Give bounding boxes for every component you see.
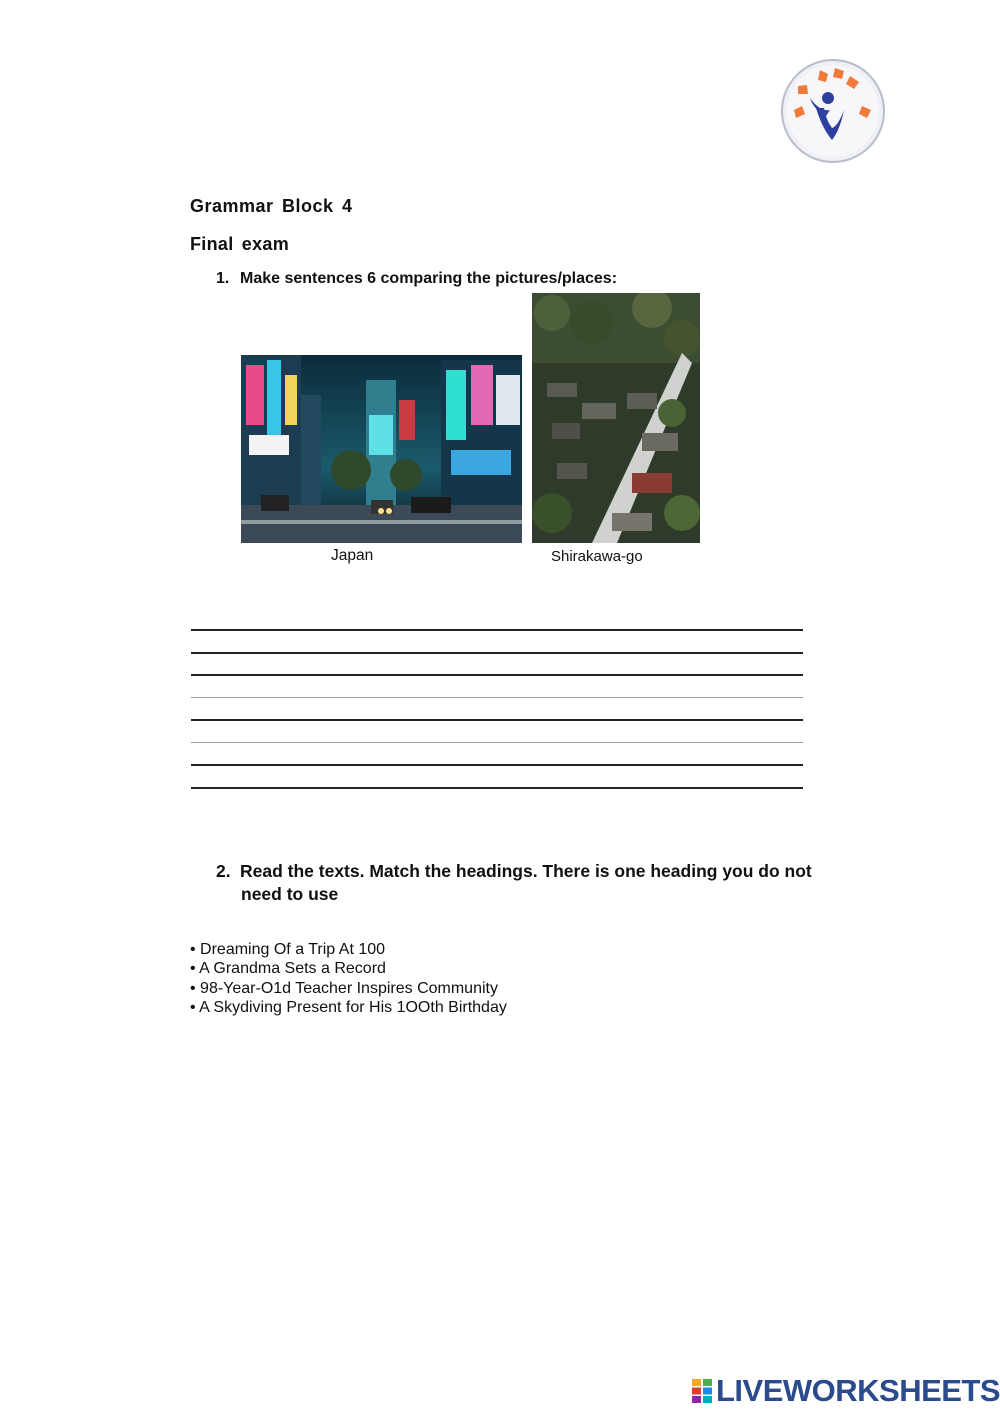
village-aerial-photo (532, 293, 700, 543)
liveworksheets-logo-icon (692, 1379, 712, 1403)
question-1-prompt: Make sentences 6 comparing the pictures/places: (240, 270, 618, 287)
answer-line[interactable] (191, 742, 803, 743)
worksheet-title: Grammar Block 4 (190, 196, 353, 216)
heading-item: • Dreaming Of a Trip At 100 (190, 941, 386, 958)
question-1-number: 1. (216, 270, 230, 287)
city-night-street-photo (241, 355, 522, 543)
worksheet-subtitle: Final exam (190, 234, 290, 254)
answer-line[interactable] (191, 697, 803, 698)
liveworksheets-brand (692, 1374, 1000, 1408)
answer-line[interactable] (191, 719, 803, 721)
question-2 (216, 860, 816, 905)
heading-item: • A Skydiving Present for His 1OOth Birthday (190, 998, 507, 1016)
caption-japan: Japan (331, 547, 374, 564)
question-2-prompt-line1: Read the texts. Match the headings. There is one heading you do not (240, 861, 812, 881)
question-1 (216, 270, 617, 288)
answer-line[interactable] (191, 629, 803, 631)
question-2-number: 2. (216, 861, 231, 881)
caption-shirakawa-go: Shirakawa-go (551, 548, 643, 565)
heading-item: • A Grandma Sets a Record (190, 960, 386, 978)
school-logo-icon (780, 58, 886, 164)
question-2-prompt-line2: need to use (241, 883, 339, 904)
answer-line[interactable] (191, 652, 803, 654)
answer-line[interactable] (191, 787, 803, 789)
answer-line[interactable] (191, 674, 803, 676)
headings-list (190, 940, 507, 1017)
brand-text: LIVEWORKSHEETS (716, 1373, 1000, 1408)
heading-item: • 98-Year-O1d Teacher Inspires Community (190, 979, 498, 997)
answer-line[interactable] (191, 764, 803, 766)
